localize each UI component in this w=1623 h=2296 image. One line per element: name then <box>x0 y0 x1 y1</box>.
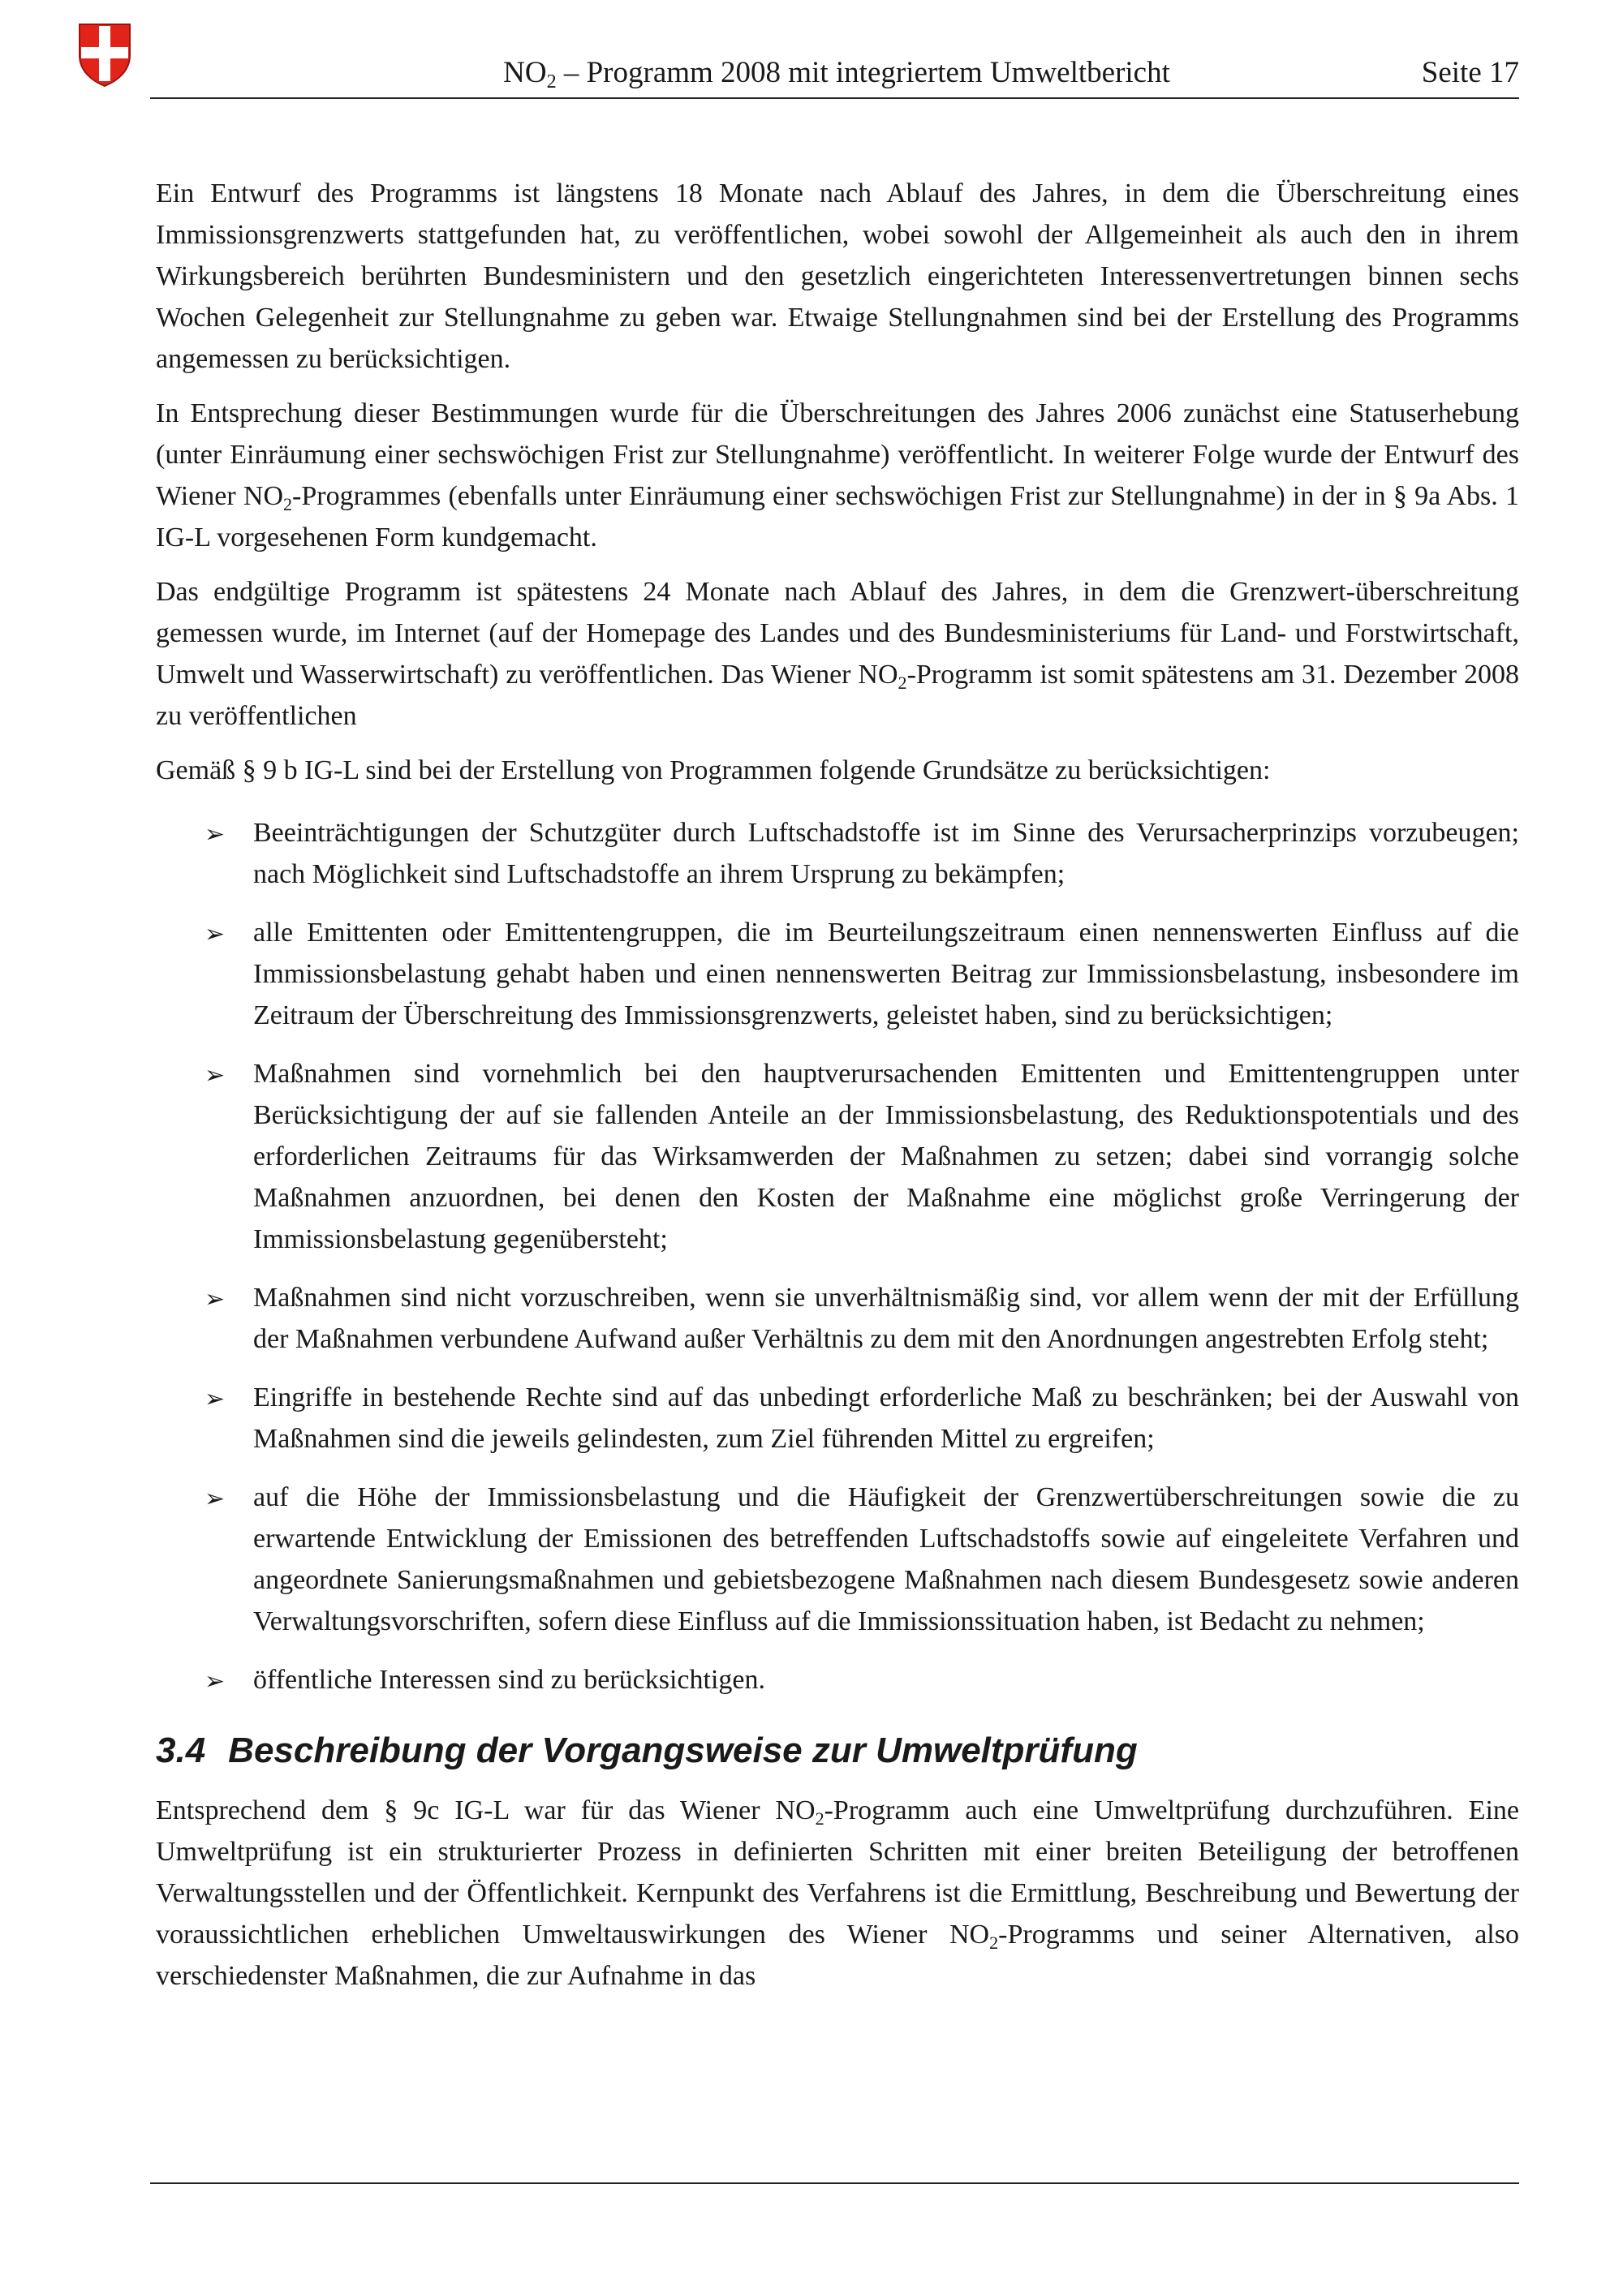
list-item: ➢ auf die Höhe der Immissionsbelastung und die Häufigkeit der Grenzwertüberschreitungen sowie die zu erwartende Entwicklung der Emissionen des betreffenden Luftschadstoffs sowie auf eingeleitete Verfahren und angeordnete Sanierungsmaßnahmen und gebietsbezogene Maßnahmen nach diesem Bundesgesetz sowie anderen Verwaltungsvorschriften, sofern diese Einfluss auf die Immissionssituation haben, ist Bedacht zu nehmen; <box>156 1477 1519 1642</box>
arrow-bullet-icon: ➢ <box>204 1667 226 1696</box>
list-item: ➢ Maßnahmen sind nicht vorzuschreiben, wenn sie unverhältnismäßig sind, vor allem wenn der mit der Erfüllung der Maßnahmen verbundene Aufwand außer Verhältnis zu dem mit den Anordnungen angestrebten Erfolg steht; <box>156 1277 1519 1360</box>
section-title: Beschreibung der Vorgangsweise zur Umweltprüfung <box>228 1731 1138 1770</box>
arrow-bullet-icon: ➢ <box>204 1485 226 1513</box>
page-number: Seite 17 <box>1421 56 1519 89</box>
document-body <box>156 173 1519 2010</box>
arrow-bullet-icon: ➢ <box>204 1285 226 1314</box>
paragraph: In Entsprechung dieser Bestimmungen wurde für die Überschreitungen des Jahres 2006 zunächst eine Statuserhebung (unter Einräumung einer sechswöchigen Frist zur Stellungnahme) veröffentlicht. In weiterer Folge wurde der Entwurf des Wiener $NO_2$-Programmes (ebenfalls unter Einräumung einer sechswöchigen Frist zur Stellungnahme) in der in § 9a Abs. 1 IG-L vorgesehenen Form kundgemacht. <box>156 398 1519 553</box>
principles-list <box>156 812 1519 1701</box>
list-item: ➢ Beeinträchtigungen der Schutzgüter durch Luftschadstoffe ist im Sinne des Verursacherprinzips vorzubeugen; nach Möglichkeit sind Luftschadstoffe an ihrem Ursprung zu bekämpfen; <box>156 812 1519 895</box>
arrow-bullet-icon: ➢ <box>204 1385 226 1413</box>
footer-divider <box>150 2182 1519 2184</box>
list-item: ➢ alle Emittenten oder Emittentengruppen, die im Beurteilungszeitraum einen nennenswerten Einfluss auf die Immissionsbelastung gehabt haben und einen nennenswerten Beitrag zur Immissionsbelastung, insbesondere im Zeitraum der Überschreitung des Immissionsgrenzwerts, geleistet haben, sind zu berücksichtigen; <box>156 912 1519 1036</box>
paragraph: Das endgültige Programm ist spätestens 24 Monate nach Ablauf des Jahres, in dem die Grenzwert-überschreitung gemessen wurde, im Internet (auf der Homepage des Landes und des Bundesministeriums für Land- und Forstwirtschaft, Umwelt und Wasserwirtschaft) zu veröffentlichen. Das Wiener $NO_2$-Programm ist somit spätestens am 31. Dezember 2008 zu veröffentlichen <box>156 577 1519 731</box>
arrow-bullet-icon: ➢ <box>204 820 226 849</box>
paragraph: Ein Entwurf des Programms ist längstens 18 Monate nach Ablauf des Jahres, in dem die Überschreitung eines Immissionsgrenzwerts stattgefunden hat, zu veröffentlichen, wobei sowohl der Allgemeinheit als auch den in ihrem Wirkungsbereich berührten Bundesministern und den gesetzlich eingerichteten Interessenvertretungen binnen sechs Wochen Gelegenheit zur Stellungnahme zu geben war. Etwaige Stellungnahmen sind bei der Erstellung des Programms angemessen zu berücksichtigen. <box>156 178 1519 374</box>
list-item: ➢ Eingriffe in bestehende Rechte sind auf das unbedingt erforderliche Maß zu beschränken; bei der Auswahl von Maßnahmen sind die jeweils gelindesten, zum Ziel führenden Mittel zu ergreifen; <box>156 1377 1519 1460</box>
header-title: $NO_2$ – Programm 2008 mit integriertem Umweltbericht <box>503 56 1170 93</box>
vienna-coat-of-arms-icon <box>78 23 131 88</box>
list-item: ➢ Maßnahmen sind vornehmlich bei den hauptverursachenden Emittenten und Emittentengruppen unter Berücksichtigung der auf sie fallenden Anteile an der Immissionsbelastung, des Reduktionspotentials und des erforderlichen Zeitraums für das Wirksamwerden der Maßnahmen zu setzen; dabei sind vorrangig solche Maßnahmen anzuordnen, bei denen den Kosten der Maßnahme eine möglichst große Verringerung der Immissionsbelastung gegenübersteht; <box>156 1053 1519 1260</box>
section-heading <box>156 1726 1519 1775</box>
arrow-bullet-icon: ➢ <box>204 1061 226 1090</box>
list-item: ➢ öffentliche Interessen sind zu berücksichtigen. <box>156 1659 1519 1701</box>
header-divider <box>150 97 1519 99</box>
arrow-bullet-icon: ➢ <box>204 920 226 948</box>
paragraph: Entsprechend dem § 9c IG-L war für das Wiener $NO_2$-Programm auch eine Umweltprüfung durchzuführen. Eine Umweltprüfung ist ein strukturierter Prozess in definierten Schritten mit einer breiten Beteiligung der betroffenen Verwaltungsstellen und der Öffentlichkeit. Kernpunkt des Verfahrens ist die Ermittlung, Beschreibung und Bewertung der voraussichtlichen erheblichen Umweltauswirkungen des Wiener $NO_2$-Programms und seiner Alternativen, also verschiedenster Maßnahmen, die zur Aufnahme in das <box>156 1795 1519 1991</box>
paragraph: Gemäß § 9 b IG-L sind bei der Erstellung von Programmen folgende Grundsätze zu berücksichtigen: <box>156 755 1271 785</box>
section-number: 3.4 <box>156 1731 206 1770</box>
